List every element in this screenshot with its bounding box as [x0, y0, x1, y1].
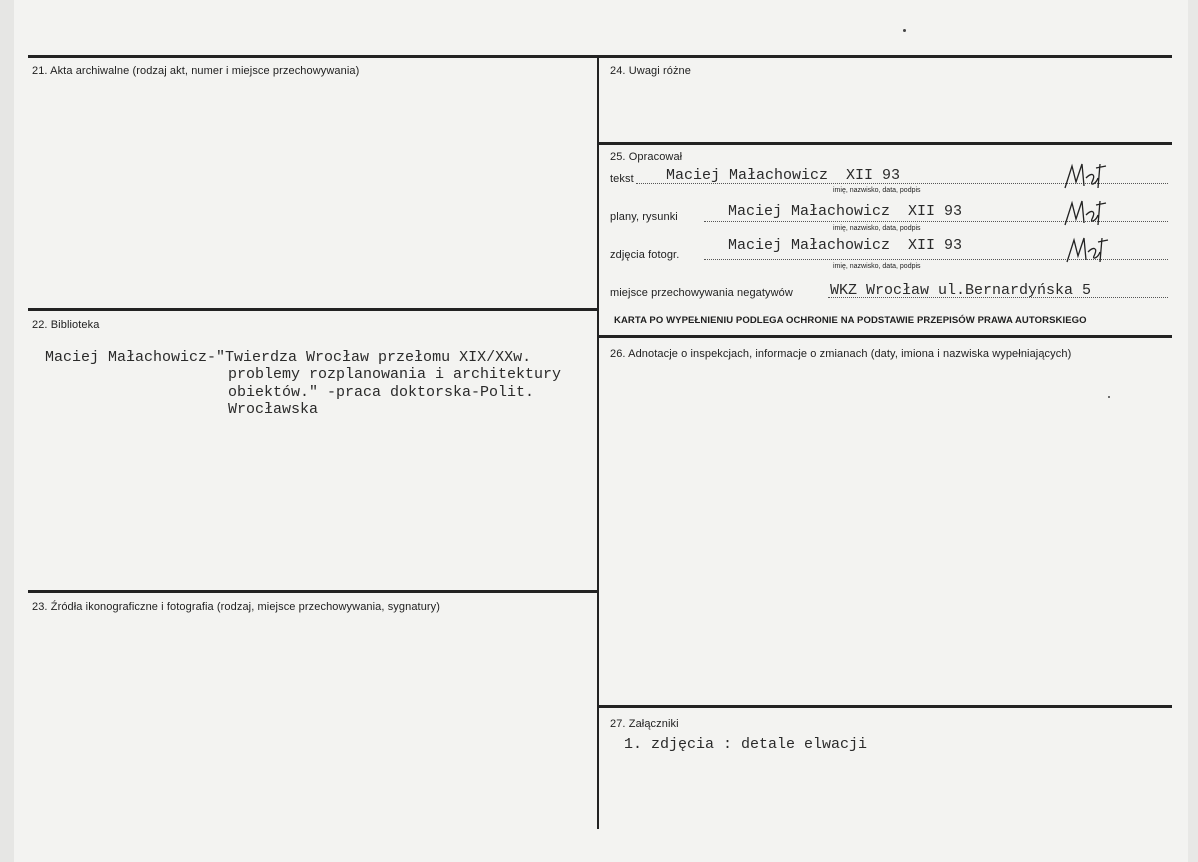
field-tekst-label: tekst	[610, 173, 634, 185]
section-21-label: 21. Akta archiwalne (rodzaj akt, numer i miejsce przechowywania)	[32, 65, 360, 77]
library-line-4: Wrocławska	[228, 401, 319, 418]
signature-3	[1064, 234, 1114, 266]
section-25-label: 25. Opracował	[610, 151, 683, 163]
library-line-3: obiektów." -praca doktorska-Polit.	[228, 384, 535, 401]
field-tekst-value: Maciej Małachowicz XII 93	[666, 167, 901, 184]
card-right-edge	[1188, 0, 1198, 862]
section-22-label: 22. Biblioteka	[32, 319, 100, 331]
copyright-notice: KARTA PO WYPEŁNIENIU PODLEGA OCHRONIE NA PODSTAWIE PRZEPISÓW PRAWA AUTORSKIEGO	[614, 315, 1087, 326]
top-rule	[28, 55, 1172, 58]
rule-25-26	[598, 335, 1172, 338]
signature-2	[1062, 197, 1112, 229]
field-zdjecia-hint: imię, nazwisko, data, podpis	[833, 263, 921, 270]
rule-21-22	[28, 308, 598, 311]
section-26-label: 26. Adnotacje o inspekcjach, informacje o zmianach (daty, imiona i nazwiska wypełniających)	[610, 348, 1072, 360]
library-line-1: Maciej Małachowicz-"Twierdza Wrocław przełomu XIX/XXw.	[45, 349, 532, 366]
rule-26-27	[598, 705, 1172, 708]
center-divider	[597, 57, 599, 829]
attachments-value: 1. zdjęcia : detale elwacji	[624, 736, 868, 753]
negatives-label: miejsce przechowywania negatywów	[610, 287, 793, 299]
speck	[903, 29, 906, 32]
rule-22-23	[28, 590, 598, 593]
field-plany-hint: imię, nazwisko, data, podpis	[833, 225, 921, 232]
rule-24-25	[598, 142, 1172, 145]
section-23-label: 23. Źródła ikonograficzne i fotografia (rodzaj, miejsce przechowywania, sygnatury)	[32, 601, 441, 613]
field-plany-value: Maciej Małachowicz XII 93	[728, 203, 963, 220]
section-27-label: 27. Załączniki	[610, 718, 679, 730]
card-left-edge	[0, 0, 14, 862]
negatives-value: WKZ Wrocław ul.Bernardyńska 5	[830, 282, 1092, 299]
library-line-2: problemy rozplanowania i architektury	[228, 366, 562, 383]
field-zdjecia-value: Maciej Małachowicz XII 93	[728, 237, 963, 254]
field-zdjecia-label: zdjęcia fotogr.	[610, 249, 680, 261]
section-24-label: 24. Uwagi różne	[610, 65, 691, 77]
field-plany-label: plany, rysunki	[610, 211, 678, 223]
signature-1	[1062, 160, 1112, 192]
field-tekst-hint: imię, nazwisko, data, podpis	[833, 187, 921, 194]
speck	[1108, 396, 1110, 398]
